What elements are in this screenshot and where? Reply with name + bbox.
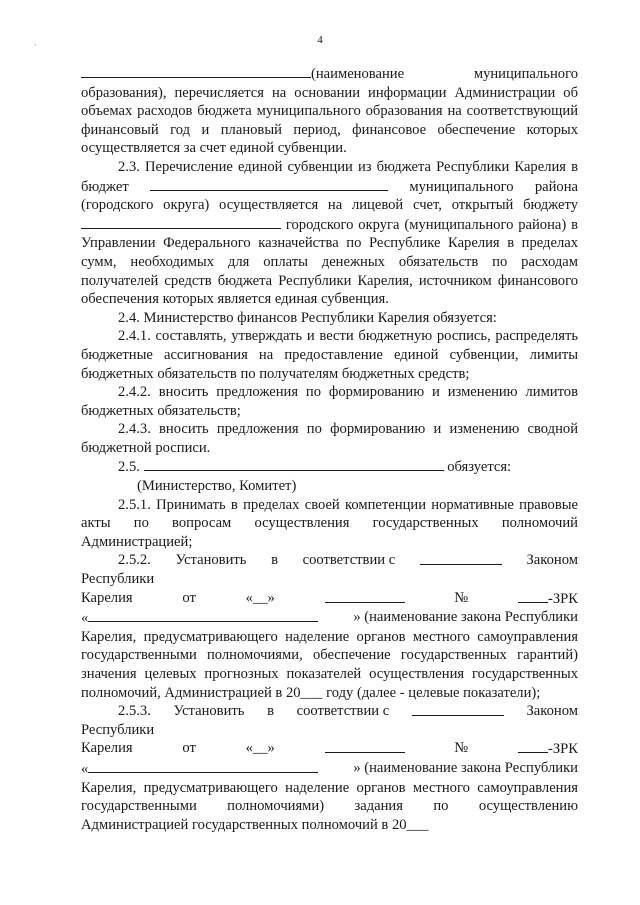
clause-number: 2.5.3.	[118, 703, 151, 720]
date-field: «__»	[245, 589, 275, 606]
blank-field	[144, 457, 444, 471]
paragraph-text: Карелия	[81, 740, 133, 757]
paragraph-text: Установить	[173, 703, 245, 720]
number-sign: №	[454, 589, 469, 606]
paragraph-2-4-1: 2.4.1. составлять, утверждать и вести бюджетную роспись, распределять бюджетные ассигнования на предоставление единой субвенции, лимиты бюджетных обязательств по получателям бюджетных средств;	[81, 328, 578, 382]
number-sign: №	[454, 740, 469, 757]
paragraph-text: » (наименование закона Республики	[353, 759, 578, 776]
blank-field	[150, 177, 388, 191]
paragraph-text: -ЗРК	[547, 741, 578, 758]
date-field: «__»	[245, 740, 275, 757]
blank-field	[325, 739, 405, 753]
paragraph-2-5-1: 2.5.1. Принимать в пределах своей компетенции нормативные правовые акты по вопросам осуществления государственных полномочий Администрацией;	[81, 496, 578, 550]
paragraph-text: Республики	[81, 571, 155, 588]
paragraph-2-5-note: (Министерство, Комитет)	[137, 478, 297, 495]
paragraph-2-5-2	[81, 551, 578, 702]
paragraph-text: от	[182, 589, 196, 606]
paragraph-text: Карелия, предусматривающего наделение органов местного самоуправления государственными полномочиями) задания по осуществлению Администрацией государственных полномочий в 20___	[81, 779, 578, 833]
paragraph-text: Законом	[526, 703, 578, 720]
paragraph-text: в	[271, 552, 278, 569]
blank-field	[88, 608, 318, 622]
paragraph-text: » (наименование закона Республики	[353, 609, 578, 626]
paragraph-2-5	[81, 457, 578, 477]
blank-field	[412, 702, 504, 716]
document-body	[81, 64, 578, 834]
paragraph-text: соответствии с	[302, 552, 396, 569]
paragraph-text: Законом	[526, 552, 578, 569]
paragraph-text: 2.3. Перечисление единой субвенции из бюджета Республики Карелия в бюджет	[81, 158, 578, 195]
paragraph-2-4-3: 2.4.3. вносить предложения по формированию и изменению сводной бюджетной росписи.	[81, 421, 578, 456]
blank-field	[81, 64, 311, 78]
scan-artifact: ·	[34, 40, 37, 50]
paragraph-text: Карелия	[81, 589, 133, 606]
paragraph-text: в	[267, 703, 274, 720]
blank-field	[81, 215, 281, 229]
page-number: 4	[317, 34, 323, 46]
blank-field	[325, 589, 405, 603]
paragraph-text: (наименование муниципального	[311, 66, 578, 82]
quote-mark: «	[81, 610, 89, 627]
paragraph-2-5-3	[81, 702, 578, 834]
quote-mark: «	[81, 760, 89, 777]
clause-number: 2.5.	[118, 459, 140, 476]
paragraph-text: образования), перечисляется на основании информации Администрации об объемах расходов бюджета муниципального образования на соответствующий финансовый год и плановый период, финансовое обеспечение которых осуществляется за счет единой субвенции.	[81, 84, 578, 157]
paragraph-text: Установить	[175, 552, 247, 569]
paragraph-text: Карелия, предусматривающего наделение органов местного самоуправления государственными полномочиями, обеспечение государственных гарантий) значения целевых прогнозных показателей осуществления государственных полномочий, Администрацией в 20___ году (далее - целевые показатели);	[81, 628, 578, 701]
paragraph-2-4: 2.4. Министерство финансов Республики Карелия обязуется:	[118, 309, 497, 326]
paragraph-text: от	[182, 740, 196, 757]
clause-number: 2.5.2.	[118, 552, 151, 569]
paragraph-text: Республики	[81, 721, 155, 738]
blank-field	[420, 551, 502, 565]
paragraph-continuation	[81, 64, 578, 158]
paragraph-text: обязуется:	[447, 459, 512, 476]
paragraph-text: городского округа (муниципального района) в Управлении Федерального казначейства по Республике Карелия в пределах сумм, необходимых для оплаты денежных обязательств по расходам получателей средств бюджета Республики Карелия, источником финансового обеспечения которых является единая субвенция.	[81, 216, 578, 308]
paragraph-2-4-2: 2.4.2. вносить предложения по формированию и изменению лимитов бюджетных обязательств;	[81, 384, 578, 419]
paragraph-text: -ЗРК	[547, 590, 578, 607]
paragraph-text: соответствии с	[296, 703, 390, 720]
blank-field	[88, 759, 318, 773]
blank-field	[518, 739, 548, 753]
paragraph-text: муниципального района (городского округа) осуществляется на лицевой счет, открытый бюджету	[81, 178, 579, 214]
blank-field	[518, 589, 548, 603]
paragraph-2-3	[81, 158, 578, 309]
